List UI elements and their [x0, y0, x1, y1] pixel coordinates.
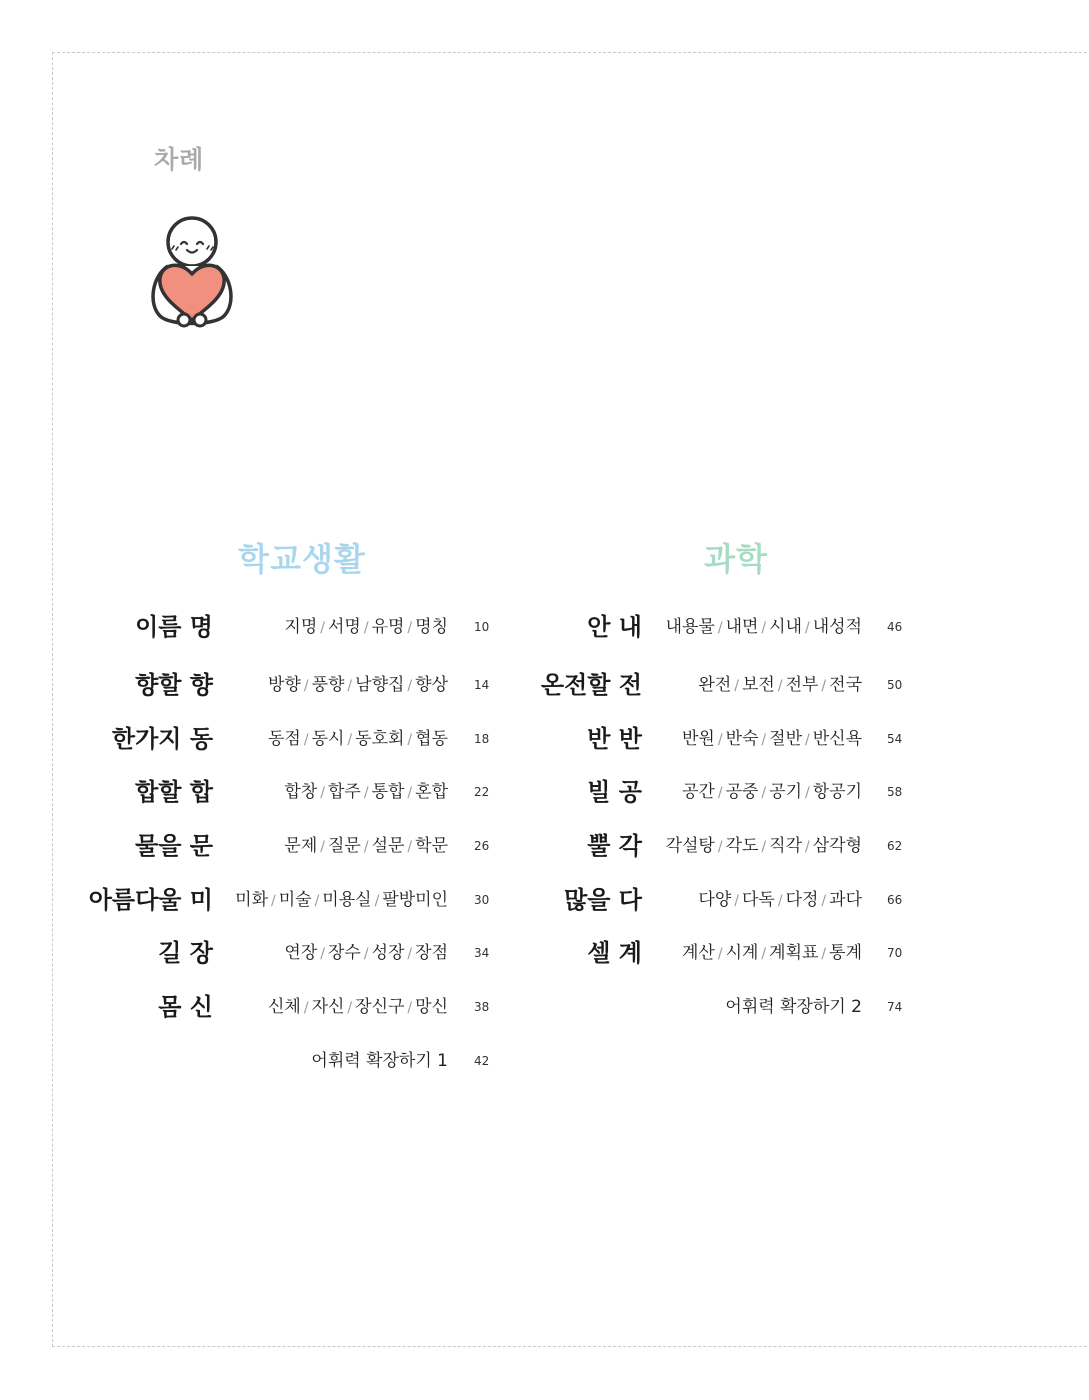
word-list: 지명 / 서명 / 유명 / 명칭 — [284, 617, 448, 637]
page-number: 22 — [474, 785, 490, 799]
hanja-label: 안 내 — [587, 613, 642, 641]
hanja-label: 한가지 동 — [111, 725, 213, 753]
hanja-label: 이름 명 — [135, 613, 213, 641]
word-list: 동점 / 동시 / 동호회 / 협동 — [267, 729, 448, 749]
page-title: 차례 — [154, 145, 205, 174]
word-list: 완전 / 보전 / 전부 / 전국 — [698, 675, 862, 695]
page-number: 66 — [887, 893, 903, 907]
page-number: 70 — [887, 946, 903, 960]
hanja-label: 빌 공 — [587, 778, 642, 806]
word-list: 공간 / 공중 / 공기 / 항공기 — [681, 782, 862, 802]
hanja-label: 향할 향 — [135, 671, 213, 699]
page-number: 54 — [887, 732, 903, 746]
section-title-school: 학교생활 — [238, 540, 366, 578]
heart-hugging-character-icon — [146, 214, 238, 332]
hanja-label: 물을 문 — [135, 832, 213, 860]
word-list: 미화 / 미술 / 미용실 / 팔방미인 — [235, 890, 448, 910]
hanja-label: 뿔 각 — [587, 832, 642, 860]
section-title-science: 과학 — [704, 540, 768, 578]
word-list: 합창 / 합주 / 통합 / 혼합 — [284, 782, 448, 802]
word-list: 반원 / 반숙 / 절반 / 반신욕 — [681, 729, 862, 749]
word-list: 방향 / 풍향 / 남향집 / 향상 — [267, 675, 448, 695]
page-number: 14 — [474, 678, 490, 692]
word-list: 다양 / 다독 / 다정 / 과다 — [698, 890, 862, 910]
hanja-label: 아름다울 미 — [88, 886, 213, 914]
word-list: 신체 / 자신 / 장신구 / 망신 — [267, 997, 448, 1017]
page-number: 10 — [474, 620, 490, 634]
page-number: 30 — [474, 893, 490, 907]
page-number: 74 — [887, 1000, 903, 1014]
page-number: 50 — [887, 678, 903, 692]
extra-label: 어휘력 확장하기 2 — [725, 997, 862, 1017]
page-number: 62 — [887, 839, 903, 853]
word-list: 연장 / 장수 / 성장 / 장점 — [284, 943, 448, 963]
hanja-label: 몸 신 — [158, 993, 213, 1021]
word-list: 문제 / 질문 / 설문 / 학문 — [284, 836, 448, 856]
page-number: 26 — [474, 839, 490, 853]
word-list: 계산 / 시계 / 계획표 / 통계 — [681, 943, 862, 963]
word-list: 각설탕 / 각도 / 직각 / 삼각형 — [665, 836, 862, 856]
hanja-label: 반 반 — [587, 725, 642, 753]
hanja-label: 길 장 — [158, 939, 213, 967]
page-number: 18 — [474, 732, 490, 746]
hanja-label: 온전할 전 — [540, 671, 642, 699]
page-number: 34 — [474, 946, 490, 960]
page-number: 46 — [887, 620, 903, 634]
page-number: 38 — [474, 1000, 490, 1014]
extra-label: 어휘력 확장하기 1 — [311, 1051, 448, 1071]
hanja-label: 셀 계 — [587, 939, 642, 967]
page-number: 58 — [887, 785, 903, 799]
hanja-label: 많을 다 — [564, 886, 642, 914]
hanja-label: 합할 합 — [135, 778, 213, 806]
page-number: 42 — [474, 1054, 490, 1068]
word-list: 내용물 / 내면 / 시내 / 내성적 — [665, 617, 862, 637]
